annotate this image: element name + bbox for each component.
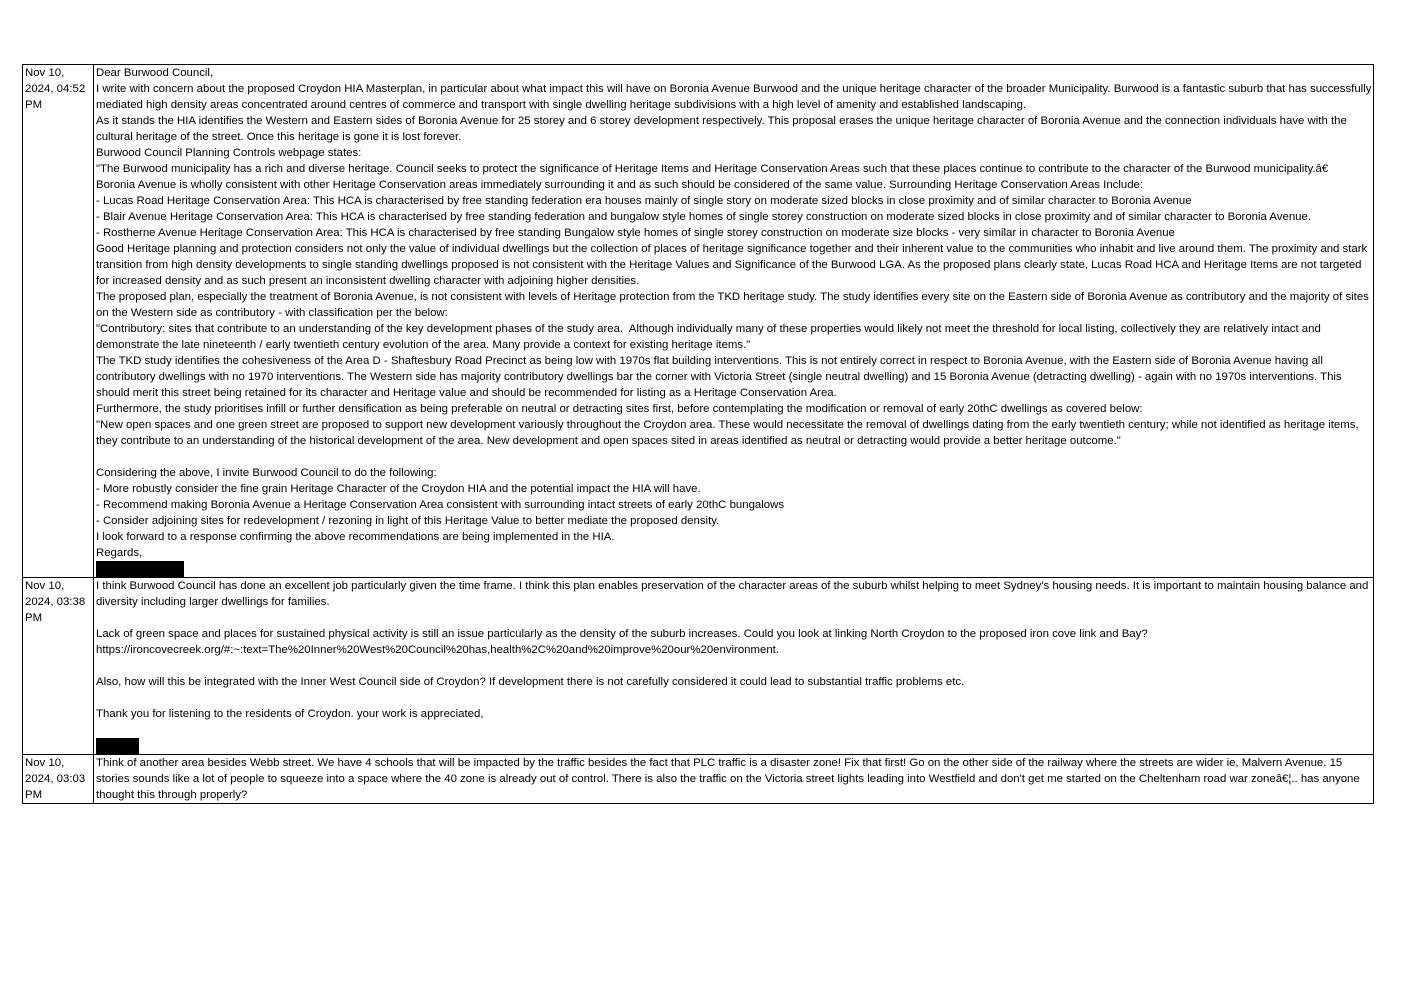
date-cell: Nov 10, 2024, 03:03 PM bbox=[23, 755, 94, 804]
comment-line: As it stands the HIA identifies the Western and Eastern sides of Boronia Avenue for 25 storey and 6 storey development respectively. This proposal erases the unique heritage character of Boronia Avenue and the connection individuals have with the cultural heritage of the street. Once this heritage is gone it is lost forever. bbox=[96, 115, 1350, 143]
comment-line: - Blair Avenue Heritage Conservation Area: This HCA is characterised by free standing federation and bungalow style homes of single storey construction on moderate sized blocks in close proximity and of similar character to Boronia Avenue. bbox=[96, 211, 1312, 223]
redacted-name-block bbox=[96, 738, 139, 754]
comment-line: - Lucas Road Heritage Conservation Area: This HCA is characterised by free standing federation era houses mainly of single story on moderate sized blocks in close proximity and of similar character to Boronia Avenue bbox=[96, 195, 1192, 207]
comment-line: Regards, bbox=[96, 547, 143, 559]
comment-line: - More robustly consider the fine grain Heritage Character of the Croydon HIA and the potential impact the HIA will have. bbox=[96, 483, 701, 495]
comment-line: Dear Burwood Council, bbox=[96, 67, 214, 79]
blank-line bbox=[96, 449, 1372, 465]
table-row bbox=[23, 755, 1374, 804]
comment-line: - Recommend making Boronia Avenue a Heritage Conservation Area consistent with surrounding intact streets of early 20thC bungalows bbox=[96, 499, 785, 511]
comment-line: Think of another area besides Webb street. We have 4 schools that will be impacted by the traffic besides the fact that PLC traffic is a disaster zone! Fix that first! Go on the other side of the railway where the streets are wider ie, Malvern Avenue. 15 stories sounds like a lot of people to squeeze into a space where the 40 zone is already out of control. There is also the traffic on the Victoria street lights leading into Westfield and don't get me started on the Cheltenham road war zoneâ€¦.. has anyone thought this through properly? bbox=[96, 757, 1363, 801]
comment-line: I look forward to a response confirming the above recommendations are being implemented in the HIA. bbox=[96, 531, 615, 543]
comment-line: "The Burwood municipality has a rich and diverse heritage. Council seeks to protect the significance of Heritage Items and Heritage Conservation Areas such that these places continue to contribute to the character of the Burwood municipality.â€ bbox=[96, 163, 1329, 175]
comment-line: - Consider adjoining sites for redevelopment / rezoning in light of this Heritage Value to better mediate the proposed density. bbox=[96, 515, 720, 527]
redacted-name-block bbox=[96, 561, 184, 577]
comment-line: - Rostherne Avenue Heritage Conservation Area: This HCA is characterised by free standing Bungalow style homes of single storey construction on moderate size blocks - very similar in character to Boronia Avenue bbox=[96, 227, 1175, 239]
blank-line bbox=[96, 722, 1372, 738]
comment-line: "Contributory: sites that contribute to an understanding of the key development phases of the study area. Although individually many of these properties would likely not meet the threshold for local listing, collectively they are relatively intact and demonstrate the late nineteenth / early twentieth century evolution of the area. Many provide a context for existing heritage items." bbox=[96, 323, 1324, 351]
comment-cell bbox=[94, 755, 1374, 804]
comment-line: Thank you for listening to the residents of Croydon. your work is appreciated, bbox=[96, 708, 484, 720]
table-row bbox=[23, 65, 1374, 578]
comment-line: The proposed plan, especially the treatment of Boronia Avenue, is not consistent with levels of Heritage protection from the TKD heritage study. The study identifies every site on the Eastern side of Boronia Avenue as contributory and the majority of sites on the Western side as contributory - with classification per the below: bbox=[96, 291, 1373, 319]
comment-link[interactable]: https://ironcovecreek.org/#:~:text=The%20Inner%20West%20Council%20has,health%2C%20and%20improve%20our%20environment. bbox=[96, 644, 779, 656]
comment-line: Furthermore, the study prioritises infill or further densification as being preferable on neutral or detracting sites first, before contemplating the modification or removal of early 20thC dwellings as covered below: bbox=[96, 403, 1143, 415]
blank-line bbox=[96, 610, 1372, 626]
blank-line bbox=[96, 690, 1372, 706]
comment-line: "New open spaces and one green street are proposed to support new development variously throughout the Croydon area. These would necessitate the removal of dwellings dating from the early twentieth century; while not identified as heritage items, they contribute to an understanding of the historical development of the area. New development and open spaces sited in areas identified as neutral or detracting would provide a better heritage outcome." bbox=[96, 419, 1362, 447]
comment-line: Lack of green space and places for sustained physical activity is still an issue particularly as the density of the suburb increases. Could you look at linking North Croydon to the proposed iron cove link and Bay? bbox=[96, 628, 1148, 640]
blank-line bbox=[96, 658, 1372, 674]
comment-cell bbox=[94, 578, 1374, 755]
date-cell: Nov 10, 2024, 04:52 PM bbox=[23, 65, 94, 578]
comment-line: Burwood Council Planning Controls webpage states: bbox=[96, 147, 362, 159]
comment-line: Good Heritage planning and protection considers not only the value of individual dwellings but the collection of places of heritage significance together and their inherent value to the communities who inhabit and live around them. The proximity and stark transition from high density developments to single standing dwellings proposed is not consistent with the Heritage Values and Significance of the Burwood LGA. As the proposed plans clearly state, Lucas Road HCA and Heritage Items are not targeted for increased density and as such present an inconsistent dwelling character with adjoining higher densities. bbox=[96, 243, 1371, 287]
comment-line: I think Burwood Council has done an excellent job particularly given the time frame. I think this plan enables preservation of the character areas of the suburb whilst helping to meet Sydney's housing needs. It is important to maintain housing balance and diversity including larger dwellings for families. bbox=[96, 580, 1372, 608]
table-row bbox=[23, 578, 1374, 755]
comment-cell bbox=[94, 65, 1374, 578]
comment-line: Considering the above, I invite Burwood Council to do the following: bbox=[96, 467, 437, 479]
comment-line: Also, how will this be integrated with the Inner West Council side of Croydon? If development there is not carefully considered it could lead to substantial traffic problems etc. bbox=[96, 676, 965, 688]
comment-line: Boronia Avenue is wholly consistent with other Heritage Conservation areas immediately surrounding it and as such should be considered of the same value. Surrounding Heritage Conservation Areas Include: bbox=[96, 179, 1144, 191]
date-cell: Nov 10, 2024, 03:38 PM bbox=[23, 578, 94, 755]
comment-line: I write with concern about the proposed Croydon HIA Masterplan, in particular about what impact this will have on Boronia Avenue Burwood and the unique heritage character of the broader Municipality. Burwood is a fantastic suburb that has successfully mediated high density areas concentrated around centres of commerce and transport with single dwelling heritage subdivisions with a high level of amenity and established landscaping. bbox=[96, 83, 1375, 111]
comment-line: The TKD study identifies the cohesiveness of the Area D - Shaftesbury Road Precinct as being low with 1970s flat building interventions. This is not entirely correct in respect to Boronia Avenue, with the Eastern side of Boronia Avenue having all contributory dwellings with no 1970 interventions. The Western side has majority contributory dwellings bar the corner with Victoria Street (single neutral dwelling) and 15 Boronia Avenue (detracting dwelling) - again with no 1970s interventions. This should merit this street being retained for its character and Heritage value and should be recommended for listing as a Heritage Conservation Area. bbox=[96, 355, 1345, 399]
submissions-table bbox=[22, 64, 1374, 804]
